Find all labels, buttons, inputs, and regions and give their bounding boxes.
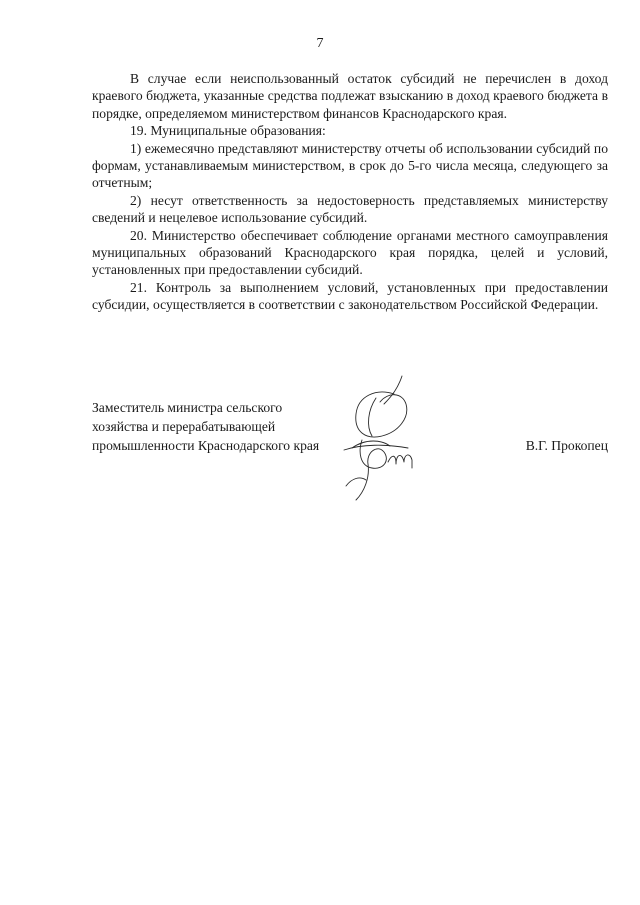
signer-title-line-2: хозяйства и перерабатывающей — [92, 419, 276, 434]
paragraph-21-control: 21. Контроль за выполнением условий, установленных при предоставлении субсидии, осуществляется в соответствии с законодательством Российской Федерации. — [92, 279, 608, 313]
handwritten-signature-icon — [332, 374, 452, 514]
document-body — [92, 70, 608, 314]
signature-block — [92, 398, 608, 518]
paragraph-unused-subsidy-balance: В случае если неиспользованный остаток субсидий не перечислен в доход краевого бюджета, указанные средства подлежат взысканию в доход краевого бюджета в порядке, определяемом министерством финансов Краснодарского края. — [92, 71, 608, 121]
signer-title — [92, 398, 319, 455]
signer-title-line-3: промышленности Краснодарского края — [92, 438, 320, 453]
paragraph-20-ministry: 20. Министерство обеспечивает соблюдение органами местного самоуправления муниципальных образований Краснодарского края порядка, целей и условий, установленных при предоставлении субсидий. — [92, 227, 608, 278]
paragraph-19-item-1-reports: 1) ежемесячно представляют министерству отчеты об использовании субсидий по формам, устанавливаемым министерством, в срок до 5-го числа месяца, следующего за отчетным; — [92, 140, 608, 191]
page-number: 7 — [316, 36, 324, 51]
signer-name: В.Г. Прокопец — [525, 438, 608, 453]
signer-title-line-1: Заместитель министра сельского — [92, 400, 283, 415]
paragraph-19-item-2-responsibility: 2) несут ответственность за недостоверность представляемых министерству сведений и нецелевое использование субсидий. — [92, 192, 608, 226]
paragraph-19-municipalities: 19. Муниципальные образования: — [130, 123, 326, 139]
